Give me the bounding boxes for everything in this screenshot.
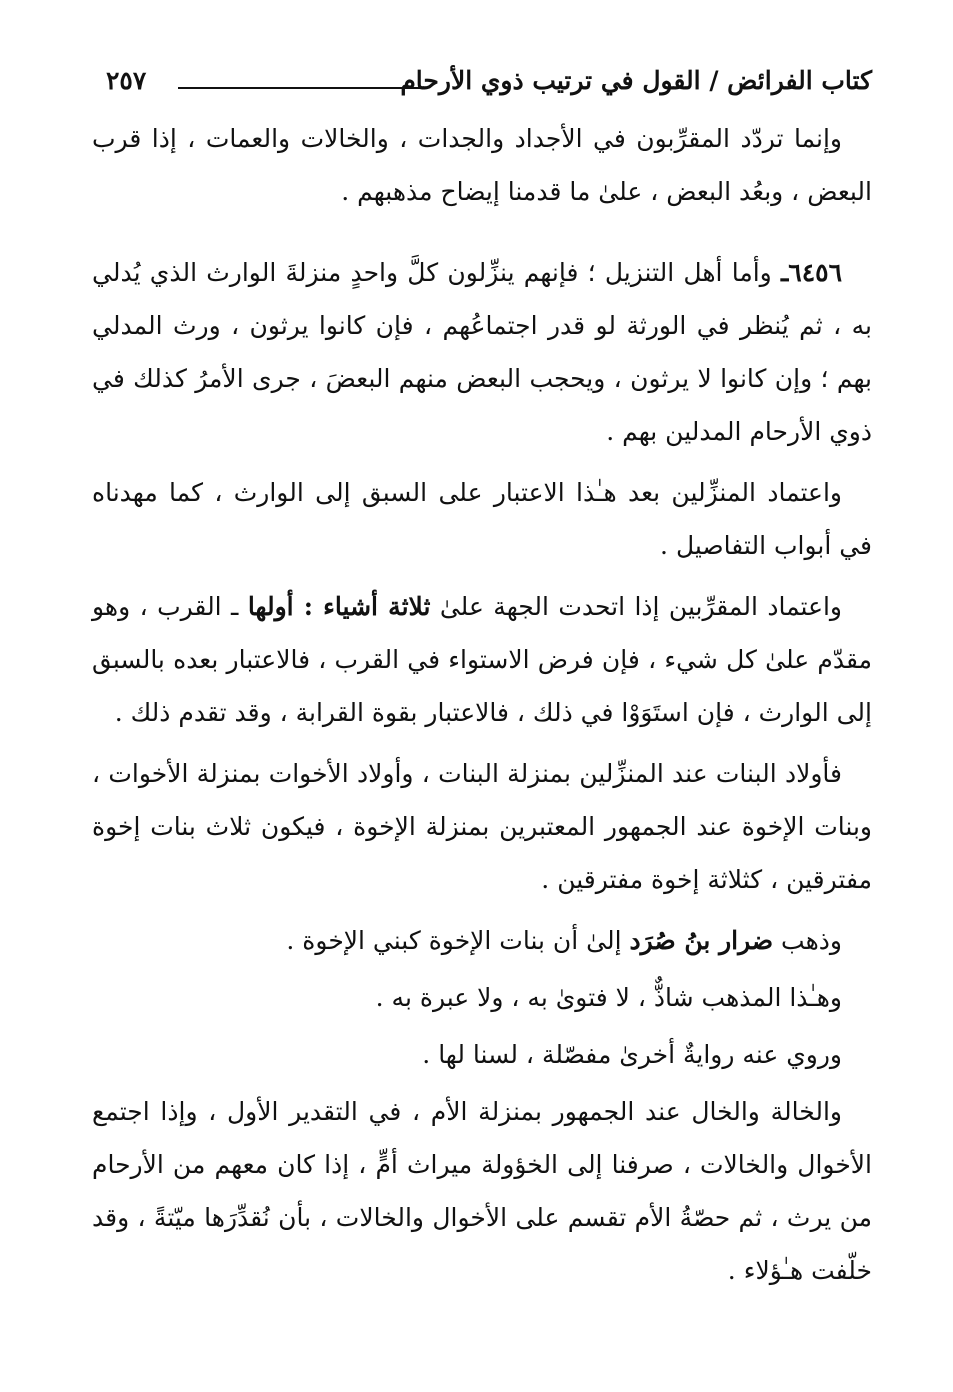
- paragraph-4-text-b: ـ القرب ، وهو مقدّم علىٰ كل شيء ، فإن فرض الاستواء في القرب ، فالاعتبار بعده بالسبق إلى الوارث ، فإن استَوَوْا في ذلك ، فالاعتبار بقوة القرابة ، وقد تقدم ذلك .: [92, 592, 872, 727]
- page-header: [92, 62, 872, 106]
- paragraph-5: فأولاد البنات عند المنزِّلين بمنزلة البنات ، وأولاد الأخوات بمنزلة الأخوات ، وبنات الإخوة عند الجمهور المعتبرين بمنزلة الإخوة ، فيكون ثلاث بنات إخوة مفترقين ، كثلاثة إخوة مفترقين .: [92, 759, 872, 894]
- book-page: [92, 62, 872, 1305]
- paragraph-8: وروي عنه روايةٌ أخرىٰ مفصّلة ، لسنا لها .: [422, 1040, 842, 1069]
- running-title: كتاب الفرائض / القول في ترتيب ذوي الأرحام: [400, 66, 872, 95]
- paragraph-6: [92, 914, 872, 967]
- section-gap: [92, 226, 872, 246]
- section-number: ٦٤٥٦ـ: [780, 258, 842, 287]
- paragraph-7: وهـٰذا المذهب شاذٌّ ، لا فتوىٰ به ، ولا عبرة به .: [375, 983, 842, 1012]
- paragraph-3: واعتماد المنزِّلين بعد هـٰذا الاعتبار على السبق إلى الوارث ، كما مهدناه في أبواب التفاصيل .: [92, 478, 872, 560]
- paragraph-4-bold: ثلاثة أشياء : أولها: [247, 592, 431, 621]
- paragraph-9: والخالة والخال عند الجمهور بمنزلة الأم ، في التقدير الأول ، وإذا اجتمع الأخوال والخالات ، صرفنا إلى الخؤولة ميراث أمٍّ ، إذا كان معهم من الأرحام من يرث ، ثم حصّةُ الأم تقسم على الأخوال والخالات ، بأن نُقدِّرَها ميّتةً ، وقد خلّفت هـٰؤلاء .: [92, 1097, 872, 1285]
- page-number: ٢٥٧: [106, 66, 147, 95]
- person-name: ضرار بنُ صُرَد: [629, 926, 774, 955]
- paragraph-6-text-a: وذهب: [773, 926, 842, 955]
- paragraph-2: [92, 246, 872, 458]
- paragraph-2-text: وأما أهل التنزيل ؛ فإنهم ينزِّلون كلَّ واحدٍ منزلةَ الوارث الذي يُدلي به ، ثم يُنظر في الورثة لو قدر اجتماعُهم ، فإن كانوا يرثون ، ورث المدلي بهم ؛ وإن كانوا لا يرثون ، ويحجب البعض منهم البعضَ ، جرى الأمرُ كذلك في ذوي الأرحام المدلين بهم .: [92, 258, 872, 446]
- paragraph-6-text-b: إلىٰ أن بنات الإخوة كبني الإخوة .: [286, 926, 630, 955]
- paragraph-4: [92, 580, 872, 739]
- paragraph-1: وإنما تردّد المقرِّبون في الأجداد والجدات ، والخالات والعمات ، إذا قرب البعض ، وبعُد البعض ، علىٰ ما قدمنا إيضاح مذهبهم .: [92, 124, 872, 206]
- header-rule: [178, 87, 420, 89]
- paragraph-4-text-a: واعتماد المقرِّبين إذا اتحدت الجهة علىٰ: [430, 592, 843, 621]
